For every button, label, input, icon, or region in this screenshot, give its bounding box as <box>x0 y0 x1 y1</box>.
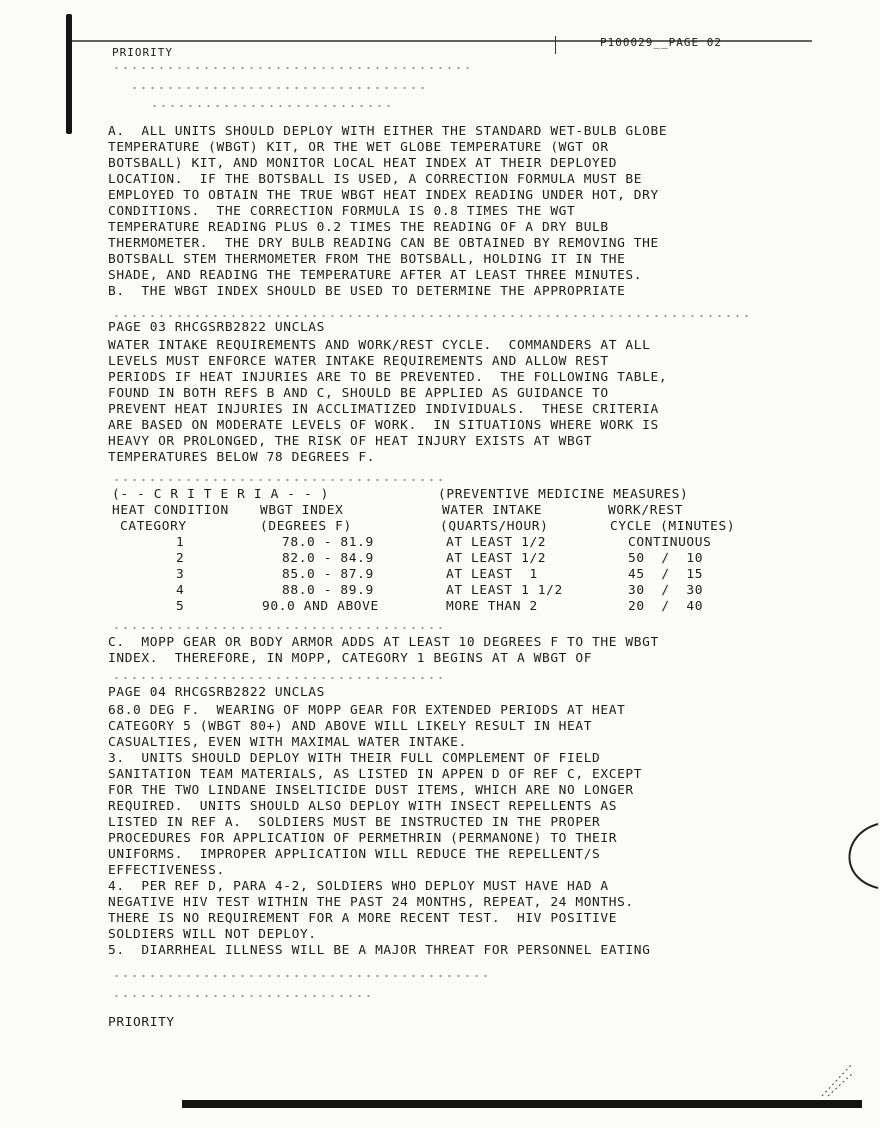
wbgt-cell: 78.0 - 81.9 <box>282 534 374 549</box>
scan-noise <box>112 626 442 629</box>
text-line: REQUIRED. UNITS SHOULD ALSO DEPLOY WITH INSECT REPELLENTS AS <box>108 798 618 813</box>
category-cell: 3 <box>176 566 185 581</box>
water-cell: MORE THAN 2 <box>446 598 538 613</box>
text-line: LOCATION. IF THE BOTSBALL IS USED, A CORRECTION FORMULA MUST BE <box>108 171 643 186</box>
text-line: INDEX. THEREFORE, IN MOPP, CATEGORY 1 BEGINS AT A WBGT OF <box>108 650 593 665</box>
text-line: SOLDIERS WILL NOT DEPLOY. <box>108 926 317 941</box>
wbgt-cell: 90.0 AND ABOVE <box>262 598 379 613</box>
page-reference: P100029__PAGE 02 <box>600 36 722 49</box>
col-subheader-degrees: (DEGREES F) <box>260 518 352 533</box>
scan-noise <box>112 974 492 977</box>
priority-footer: PRIORITY <box>108 1014 175 1029</box>
page-marker: PAGE 04 RHCGSRB2822 UNCLAS <box>108 684 325 699</box>
text-line: C. MOPP GEAR OR BODY ARMOR ADDS AT LEAST 10 DEGREES F TO THE WBGT <box>108 634 659 649</box>
text-line: A. ALL UNITS SHOULD DEPLOY WITH EITHER THE STANDARD WET-BULB GLOBE <box>108 123 668 138</box>
water-cell: AT LEAST 1 1/2 <box>446 582 563 597</box>
cycle-cell: CONTINUOUS <box>628 534 712 549</box>
col-header-wbgt-index: WBGT INDEX <box>260 502 344 517</box>
text-line: PROCEDURES FOR APPLICATION OF PERMETHRIN (PERMANONE) TO THEIR <box>108 830 618 845</box>
text-line: 4. PER REF D, PARA 4-2, SOLDIERS WHO DEPLOY MUST HAVE HAD A <box>108 878 609 893</box>
text-line: 3. UNITS SHOULD DEPLOY WITH THEIR FULL COMPLEMENT OF FIELD <box>108 750 601 765</box>
text-line: LISTED IN REF A. SOLDIERS MUST BE INSTRUCTED IN THE PROPER <box>108 814 601 829</box>
water-cell: AT LEAST 1 <box>446 566 538 581</box>
scan-noise <box>112 314 752 317</box>
text-line: FOUND IN BOTH REFS B AND C, SHOULD BE APPLIED AS GUIDANCE TO <box>108 385 609 400</box>
text-line: PERIODS IF HEAT INJURIES ARE TO BE PREVENTED. THE FOLLOWING TABLE, <box>108 369 668 384</box>
category-cell: 5 <box>176 598 185 613</box>
text-line: UNIFORMS. IMPROPER APPLICATION WILL REDUCE THE REPELLENT/S <box>108 846 601 861</box>
text-line: CATEGORY 5 (WBGT 80+) AND ABOVE WILL LIKELY RESULT IN HEAT <box>108 718 593 733</box>
text-line: THERMOMETER. THE DRY BULB READING CAN BE OBTAINED BY REMOVING THE <box>108 235 659 250</box>
text-line: TEMPERATURE READING PLUS 0.2 TIMES THE READING OF A DRY BULB <box>108 219 609 234</box>
corner-smudge <box>818 1060 858 1100</box>
page-marker: PAGE 03 RHCGSRB2822 UNCLAS <box>108 319 325 334</box>
cycle-cell: 50 / 10 <box>628 550 704 565</box>
text-line: CASUALTIES, EVEN WITH MAXIMAL WATER INTAKE. <box>108 734 467 749</box>
category-cell: 2 <box>176 550 185 565</box>
water-cell: AT LEAST 1/2 <box>446 534 547 549</box>
col-header-work-rest: WORK/REST <box>608 502 684 517</box>
bottom-scan-bar <box>182 1100 862 1108</box>
text-line: 5. DIARRHEAL ILLNESS WILL BE A MAJOR THREAT FOR PERSONNEL EATING <box>108 942 651 957</box>
left-margin-bar <box>66 14 72 134</box>
text-line: LEVELS MUST ENFORCE WATER INTAKE REQUIREMENTS AND ALLOW REST <box>108 353 609 368</box>
cycle-cell: 45 / 15 <box>628 566 704 581</box>
text-line: THERE IS NO REQUIREMENT FOR A MORE RECENT TEST. HIV POSITIVE <box>108 910 618 925</box>
scan-noise <box>112 676 442 679</box>
text-line: EFFECTIVENESS. <box>108 862 225 877</box>
wbgt-cell: 88.0 - 89.9 <box>282 582 374 597</box>
text-line: TEMPERATURES BELOW 78 DEGREES F. <box>108 449 376 464</box>
header-divider <box>555 36 556 54</box>
scan-noise <box>112 478 442 481</box>
scan-noise <box>112 66 472 69</box>
category-cell: 4 <box>176 582 185 597</box>
text-line: SHADE, AND READING THE TEMPERATURE AFTER AT LEAST THREE MINUTES. <box>108 267 643 282</box>
text-line: WATER INTAKE REQUIREMENTS AND WORK/REST CYCLE. COMMANDERS AT ALL <box>108 337 651 352</box>
scan-noise <box>150 104 390 107</box>
text-line: BOTSBALL STEM THERMOMETER FROM THE BOTSBALL, HOLDING IT IN THE <box>108 251 626 266</box>
priority-header: PRIORITY <box>112 46 173 59</box>
text-line: B. THE WBGT INDEX SHOULD BE USED TO DETERMINE THE APPROPRIATE <box>108 283 626 298</box>
scan-noise <box>130 86 430 89</box>
scan-noise <box>112 994 372 997</box>
wbgt-cell: 82.0 - 84.9 <box>282 550 374 565</box>
text-line: EMPLOYED TO OBTAIN THE TRUE WBGT HEAT INDEX READING UNDER HOT, DRY <box>108 187 659 202</box>
text-line: HEAVY OR PROLONGED, THE RISK OF HEAT INJURY EXISTS AT WBGT <box>108 433 593 448</box>
water-cell: AT LEAST 1/2 <box>446 550 547 565</box>
col-header-water-intake: WATER INTAKE <box>442 502 543 517</box>
category-cell: 1 <box>176 534 185 549</box>
text-line: NEGATIVE HIV TEST WITHIN THE PAST 24 MONTHS, REPEAT, 24 MONTHS. <box>108 894 634 909</box>
text-line: 68.0 DEG F. WEARING OF MOPP GEAR FOR EXTENDED PERIODS AT HEAT <box>108 702 626 717</box>
text-line: FOR THE TWO LINDANE INSELTICIDE DUST ITEMS, WHICH ARE NO LONGER <box>108 782 634 797</box>
text-line: PREVENT HEAT INJURIES IN ACCLIMATIZED INDIVIDUALS. THESE CRITERIA <box>108 401 659 416</box>
wbgt-cell: 85.0 - 87.9 <box>282 566 374 581</box>
col-subheader-category: CATEGORY <box>120 518 187 533</box>
col-subheader-cycle: CYCLE (MINUTES) <box>610 518 736 533</box>
text-line: TEMPERATURE (WBGT) KIT, OR THE WET GLOBE TEMPERATURE (WGT OR <box>108 139 609 154</box>
text-line: CONDITIONS. THE CORRECTION FORMULA IS 0.8 TIMES THE WGT <box>108 203 576 218</box>
text-line: BOTSBALL) KIT, AND MONITOR LOCAL HEAT INDEX AT THEIR DEPLOYED <box>108 155 618 170</box>
table-title-left: (- - C R I T E R I A - - ) <box>112 486 329 501</box>
col-subheader-quarts: (QUARTS/HOUR) <box>440 518 549 533</box>
table-title-right: (PREVENTIVE MEDICINE MEASURES) <box>438 486 689 501</box>
punch-hole-mark <box>828 820 880 892</box>
text-line: SANITATION TEAM MATERIALS, AS LISTED IN APPEN D OF REF C, EXCEPT <box>108 766 643 781</box>
col-header-heat-condition: HEAT CONDITION <box>112 502 229 517</box>
cycle-cell: 30 / 30 <box>628 582 704 597</box>
cycle-cell: 20 / 40 <box>628 598 704 613</box>
text-line: ARE BASED ON MODERATE LEVELS OF WORK. IN SITUATIONS WHERE WORK IS <box>108 417 659 432</box>
